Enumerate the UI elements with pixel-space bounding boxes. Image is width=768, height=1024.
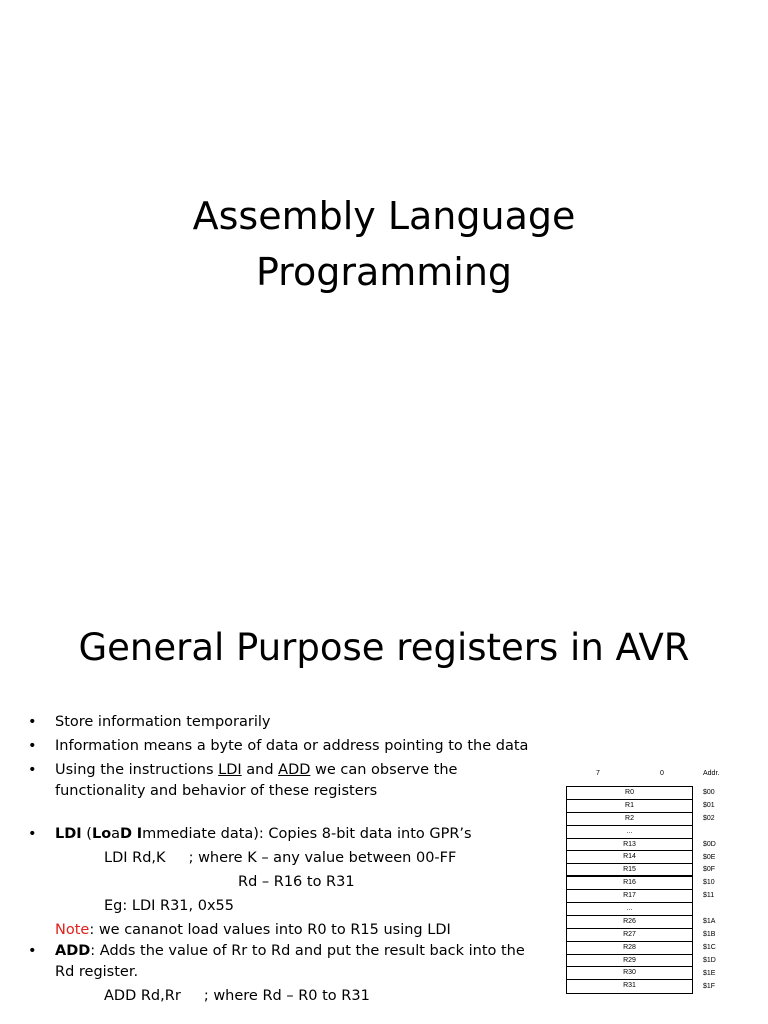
note-text: : we cananot load values into R0 to R15 using LDI	[89, 922, 451, 938]
bullet-dot: •	[28, 738, 37, 754]
bullet-dot: •	[28, 943, 37, 959]
bullet-store-info	[28, 712, 548, 733]
bullet-text-post: we can observe the functionality and behavior of these registers	[55, 762, 458, 799]
bullet-information	[28, 736, 548, 757]
add-term: ADD	[55, 943, 91, 959]
spacer	[28, 805, 548, 824]
register-address: $0F	[703, 866, 716, 874]
slide-1-title-line-2: Programming	[255, 250, 513, 294]
bit-0-label: 0	[660, 770, 664, 777]
register-address: $11	[703, 892, 715, 900]
text-fragment: (	[81, 826, 92, 842]
bullet-add	[28, 941, 548, 983]
register-row: R29	[567, 955, 692, 968]
register-row: R31	[623, 982, 636, 990]
register-address: $00	[703, 789, 715, 796]
text-fragment: a	[111, 826, 121, 842]
register-row: R15	[567, 864, 692, 877]
register-row: ...	[567, 826, 692, 839]
text-fragment: Lo	[91, 826, 112, 842]
register-row: R27	[567, 929, 692, 942]
bullet-instructions	[28, 760, 548, 802]
add-description: : Adds the value of Rr to Rd and put the result back into the Rd register.	[55, 943, 525, 980]
register-address: $10	[703, 879, 715, 887]
ldi-rd-range: Rd – R16 to R31	[238, 874, 355, 890]
register-row: R1	[567, 800, 692, 813]
register-address: $1B	[703, 930, 716, 938]
register-row: R16	[567, 877, 692, 890]
register-row: R28	[567, 942, 692, 955]
register-row: ...	[567, 903, 692, 916]
register-address: $02	[703, 814, 715, 822]
bullet-text: Information means a byte of data or address pointing to the data	[55, 738, 529, 754]
register-row: R0	[567, 787, 692, 800]
register-row: R17	[567, 890, 692, 903]
bullet-text-pre: Using the instructions	[55, 762, 219, 778]
note-line	[28, 920, 548, 941]
register-address: $1F	[703, 982, 716, 990]
text-fragment: mmediate data): Copies 8-bit data into GPR’s	[142, 826, 472, 842]
add-keyword: ADD	[278, 762, 311, 778]
register-address: $01	[703, 801, 715, 809]
ldi-keyword: LDI	[218, 762, 242, 778]
bullet-dot: •	[28, 714, 37, 730]
bullet-dot: •	[28, 762, 37, 778]
register-row: R14	[567, 851, 692, 864]
slide-2-title: General Purpose registers in AVR	[78, 626, 690, 669]
register-address: $0E	[703, 853, 716, 861]
note-label: Note	[55, 922, 90, 938]
bullet-text-mid: and	[241, 762, 279, 778]
register-row: R2	[567, 813, 692, 826]
register-row: R13	[567, 839, 692, 852]
register-address: $1D	[703, 956, 716, 964]
bullet-text: Store information temporarily	[55, 714, 271, 730]
register-address: $1E	[703, 969, 716, 977]
bullet-dot: •	[28, 826, 37, 842]
ldi-example: Eg: LDI R31, 0x55	[104, 898, 234, 914]
text-fragment: I	[136, 826, 143, 842]
slide-1-title-line-1: Assembly Language	[192, 194, 576, 238]
register-row: R26	[567, 916, 692, 929]
register-address: $1C	[703, 943, 716, 951]
register-file-diagram	[566, 770, 736, 1000]
register-address: $0D	[703, 840, 716, 848]
slide-1-title	[0, 188, 768, 300]
address-header: Addr.	[703, 770, 720, 777]
add-syntax: ADD Rd,Rr ; where Rd – R0 to R31	[104, 988, 370, 1004]
register-address: $1A	[703, 918, 716, 925]
ldi-term: LDI	[55, 826, 82, 842]
text-fragment: D	[120, 826, 133, 842]
bullet-ldi	[28, 824, 548, 845]
register-row: R30	[567, 967, 692, 980]
register-table	[566, 786, 693, 994]
ldi-syntax: LDI Rd,K ; where K – any value between 00-FF	[104, 850, 457, 866]
bit-7-label: 7	[596, 770, 600, 777]
slide-2-content	[28, 712, 548, 1007]
